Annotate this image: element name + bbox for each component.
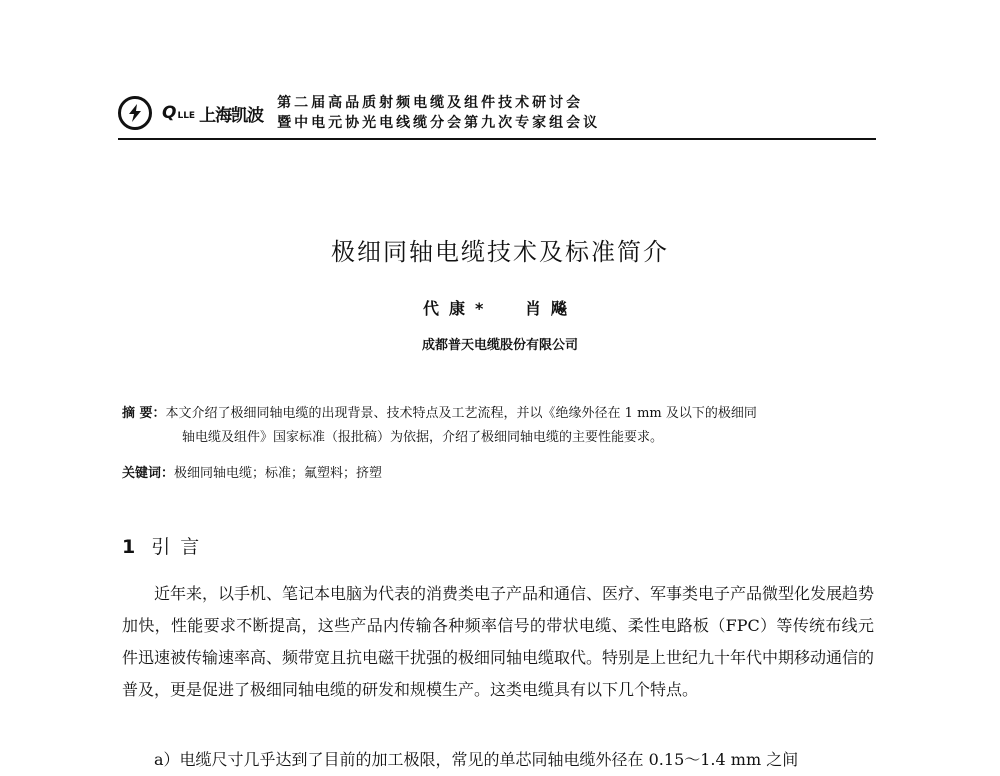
- conference-title: [277, 93, 600, 133]
- abstract-label: 摘 要：: [122, 406, 166, 421]
- abstract: [122, 402, 874, 450]
- section-heading: [122, 532, 209, 559]
- paper-title: 极细同轴电缆技术及标准简介: [331, 238, 669, 266]
- keywords: [122, 462, 874, 486]
- keywords-text: 极细同轴电缆；标准；氟塑料；挤塑: [174, 466, 383, 481]
- body-text: [122, 578, 875, 769]
- company-logo-name: 上海凯波: [199, 105, 264, 126]
- conference-header: [118, 86, 876, 140]
- section-number: 1: [122, 536, 136, 558]
- abstract-text-1: 本文介绍了极细同轴电缆的出现背景、技术特点及工艺流程，并以《绝缘外径在 1 mm 及以下的极细同: [165, 406, 757, 421]
- author-1: 代康*: [423, 299, 494, 318]
- header-rule: [118, 138, 876, 140]
- lightning-logo-icon: [118, 96, 152, 130]
- company-logo-sub: LLE: [177, 111, 196, 121]
- company-logo-mark: Q: [162, 103, 176, 123]
- body-paragraph-2: a）电缆尺寸几乎达到了目前的加工极限，常见的单芯同轴电缆外径在 0.15～1.4 mm 之间: [154, 750, 799, 769]
- author-2: 肖飚: [524, 299, 577, 318]
- conference-line-2: 暨中电元协光电线缆分会第九次专家组会议: [277, 115, 601, 131]
- abstract-line-2: 轴电缆及组件》国家标准（报批稿）为依据，介绍了极细同轴电缆的主要性能要求。: [182, 430, 664, 445]
- abstract-line-1: [122, 402, 874, 426]
- body-paragraph-1: 近年来，以手机、笔记本电脑为代表的消费类电子产品和通信、医疗、军事类电子产品微型化发展趋势加快，性能要求不断提高，这些产品内传输各种频率信号的带状电缆、柔性电路板（FPC）等传统布线元件迅速被传输速率高、频带宽且抗电磁干扰强的极细同轴电缆取代。特别是上世纪九十年代中期移动通信的普及，更是促进了极细同轴电缆的研发和规模生产。这类电缆具有以下几个特点。: [122, 584, 875, 699]
- conference-line-1: 第二届高品质射频电缆及组件技术研讨会: [277, 95, 584, 111]
- affiliation: 成都普天电缆股份有限公司: [421, 338, 578, 353]
- section-name: 引言: [151, 536, 210, 558]
- paper-authors: [0, 296, 1000, 319]
- keywords-label: 关键词：: [122, 466, 175, 481]
- lightning-bolt-icon: [125, 103, 145, 123]
